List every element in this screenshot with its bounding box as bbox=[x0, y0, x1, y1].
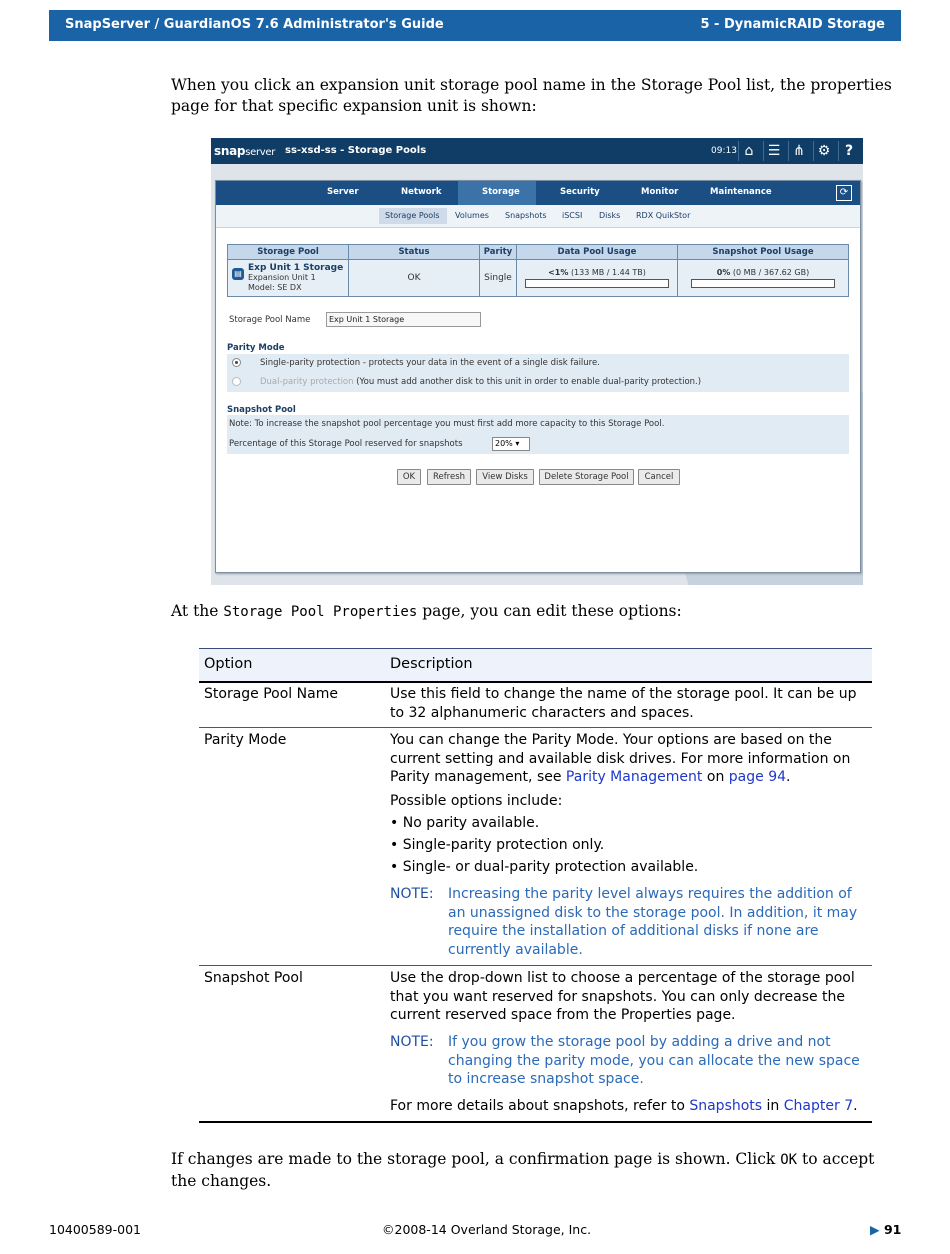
dual-parity-note: (You must add another disk to this unit in order to enable dual-parity protection.) bbox=[356, 377, 702, 387]
subnav-iscsi[interactable]: iSCSI bbox=[562, 211, 583, 220]
nav-maintenance[interactable]: Maintenance bbox=[710, 187, 772, 197]
snapshot-usage-detail: (0 MB / 367.62 GB) bbox=[732, 268, 810, 277]
ok-button[interactable]: OK bbox=[397, 469, 421, 485]
help-icon[interactable]: ? bbox=[838, 141, 859, 161]
possible-options-label: Possible options include: bbox=[390, 793, 563, 809]
storage-icon[interactable]: ☰ bbox=[763, 141, 784, 161]
option-description: You can change the Parity Mode. Your options are based on the current setting and available disk drives. For more information on Parity management, see Parity Management on page 94. bbox=[390, 732, 851, 786]
row-divider bbox=[199, 727, 872, 728]
row-divider bbox=[199, 965, 872, 966]
snapshot-usage-cell bbox=[678, 260, 849, 297]
table-bottom-rule bbox=[199, 1121, 872, 1123]
option-name: Parity Mode bbox=[204, 732, 287, 748]
network-tree-icon[interactable]: ⋔ bbox=[788, 141, 809, 161]
nav-network[interactable]: Network bbox=[401, 187, 442, 197]
nav-security[interactable]: Security bbox=[560, 187, 600, 197]
pool-name-link[interactable]: Exp Unit 1 Storage bbox=[248, 263, 344, 273]
col-parity: Parity bbox=[480, 245, 517, 260]
note-label: NOTE: bbox=[390, 886, 434, 902]
parity-mode-heading: Parity Mode bbox=[227, 343, 285, 353]
col-status: Status bbox=[349, 245, 480, 260]
options-table-header bbox=[199, 648, 872, 683]
col-storage-pool: Storage Pool bbox=[228, 245, 349, 260]
snapshots-link[interactable]: Snapshots bbox=[689, 1098, 763, 1114]
snapserver-logo: snapserver bbox=[214, 144, 276, 158]
header-guide-title: SnapServer / GuardianOS 7.6 Administrator's Guide bbox=[65, 17, 444, 32]
page-header bbox=[49, 10, 901, 41]
parity-cell: Single bbox=[480, 260, 517, 297]
note-label: NOTE: bbox=[390, 1034, 434, 1050]
storage-pool-screenshot bbox=[211, 138, 863, 585]
main-nav bbox=[216, 181, 860, 205]
option-description: Use this field to change the name of the storage pool. It can be up to 32 alphanumeric characters and spaces. bbox=[390, 686, 857, 721]
status-cell: OK bbox=[349, 260, 480, 297]
list-item: • Single- or dual-parity protection available. bbox=[390, 859, 699, 875]
pool-cell bbox=[228, 260, 349, 297]
col-snapshot-usage: Snapshot Pool Usage bbox=[678, 245, 849, 260]
snapshot-percent-label: Percentage of this Storage Pool reserved for snapshots bbox=[229, 439, 463, 449]
refresh-icon[interactable]: ⟳ bbox=[836, 185, 852, 201]
home-icon[interactable]: ⌂ bbox=[738, 141, 759, 161]
chapter-7-link[interactable]: Chapter 7 bbox=[783, 1098, 854, 1114]
app-top-bar bbox=[211, 138, 863, 164]
parity-management-link[interactable]: Parity Management bbox=[565, 769, 703, 786]
parity-note: Increasing the parity level always requires the addition of an unassigned disk to the storage pool. In addition, it may require the installation of additional disks if none are currently available. bbox=[448, 886, 858, 959]
pool-model: Model: SE DX bbox=[248, 283, 302, 292]
option-column-header: Option bbox=[204, 656, 253, 672]
intro-paragraph: When you click an expansion unit storage pool name in the Storage Pool list, the properties page for that specific expansion unit is shown: bbox=[171, 76, 892, 115]
content-window bbox=[215, 180, 861, 573]
ok-code: OK bbox=[780, 1152, 798, 1168]
snapshot-usage-bar bbox=[691, 279, 835, 288]
gear-icon[interactable]: ⚙ bbox=[813, 141, 834, 161]
snapshot-note: Note: To increase the snapshot pool percentage you must first add more capacity to this Storage Pool. bbox=[229, 419, 665, 429]
list-item: • No parity available. bbox=[390, 815, 540, 831]
copyright: ©2008-14 Overland Storage, Inc. bbox=[382, 1222, 592, 1237]
option-name: Storage Pool Name bbox=[204, 686, 338, 702]
data-usage-detail: (133 MB / 1.44 TB) bbox=[570, 268, 646, 277]
page-name-code: Storage Pool Properties bbox=[223, 604, 418, 620]
header-chapter-title: 5 - DynamicRAID Storage bbox=[700, 17, 885, 32]
pool-name-label: Storage Pool Name bbox=[229, 315, 311, 325]
single-parity-radio[interactable] bbox=[232, 358, 241, 367]
single-parity-label: Single-parity protection - protects your data in the event of a single disk failure. bbox=[260, 358, 600, 368]
snapshot-percent-select[interactable]: 20% ▾ bbox=[492, 437, 530, 451]
description-column-header: Description bbox=[390, 656, 473, 672]
cancel-button[interactable]: Cancel bbox=[638, 469, 680, 485]
data-usage-percent: <1% bbox=[548, 268, 569, 277]
subnav-storage-pools[interactable]: Storage Pools bbox=[385, 211, 440, 220]
pool-unit: Expansion Unit 1 bbox=[248, 273, 316, 282]
storage-pool-table bbox=[227, 244, 849, 297]
sub-nav bbox=[216, 205, 860, 228]
data-usage-bar bbox=[525, 279, 669, 288]
subnav-disks[interactable]: Disks bbox=[599, 211, 621, 220]
edit-intro: At the Storage Pool Properties page, you can edit these options: bbox=[171, 602, 682, 620]
option-description: Use the drop-down list to choose a percentage of the storage pool that you want reserved for snapshots. You can only decrease the current reserved space from the Properties page. bbox=[390, 970, 855, 1024]
nav-storage[interactable]: Storage bbox=[482, 187, 520, 197]
snapshot-pool-heading: Snapshot Pool bbox=[227, 405, 296, 415]
refresh-button[interactable]: Refresh bbox=[427, 469, 471, 485]
list-item: • Single-parity protection only. bbox=[390, 837, 605, 853]
more-details: For more details about snapshots, refer to Snapshots in Chapter 7. bbox=[390, 1098, 858, 1114]
view-disks-button[interactable]: View Disks bbox=[476, 469, 534, 485]
table-row bbox=[228, 260, 849, 297]
dual-parity-radio[interactable] bbox=[232, 377, 241, 386]
delete-storage-pool-button[interactable]: Delete Storage Pool bbox=[539, 469, 634, 485]
clock: 09:13 bbox=[711, 146, 737, 156]
page-94-link[interactable]: page 94 bbox=[728, 769, 787, 786]
app-page-title: ss-xsd-ss - Storage Pools bbox=[285, 145, 427, 156]
dual-parity-label: Dual-parity protection bbox=[260, 377, 354, 387]
pool-name-input[interactable]: Exp Unit 1 Storage bbox=[326, 312, 481, 327]
data-usage-cell bbox=[517, 260, 678, 297]
nav-monitor[interactable]: Monitor bbox=[641, 187, 679, 197]
page-number: ▶ 91 bbox=[870, 1222, 902, 1237]
col-data-usage: Data Pool Usage bbox=[517, 245, 678, 260]
closing-paragraph: If changes are made to the storage pool, a confirmation page is shown. Click OK to accept the changes. bbox=[171, 1150, 875, 1190]
option-name: Snapshot Pool bbox=[204, 970, 303, 986]
snapshot-note: If you grow the storage pool by adding a drive and not changing the parity mode, you can allocate the new space to increase snapshot space. bbox=[448, 1034, 860, 1088]
expansion-unit-icon: ▤ bbox=[232, 268, 244, 280]
nav-server[interactable]: Server bbox=[327, 187, 359, 197]
subnav-snapshots[interactable]: Snapshots bbox=[505, 211, 547, 220]
page-arrow-icon: ▶ bbox=[870, 1222, 880, 1237]
document-number: 10400589-001 bbox=[49, 1222, 141, 1237]
subnav-rdx-quikstor[interactable]: RDX QuikStor bbox=[636, 211, 691, 220]
snapshot-usage-percent: 0% bbox=[716, 268, 731, 277]
subnav-volumes[interactable]: Volumes bbox=[455, 211, 489, 220]
